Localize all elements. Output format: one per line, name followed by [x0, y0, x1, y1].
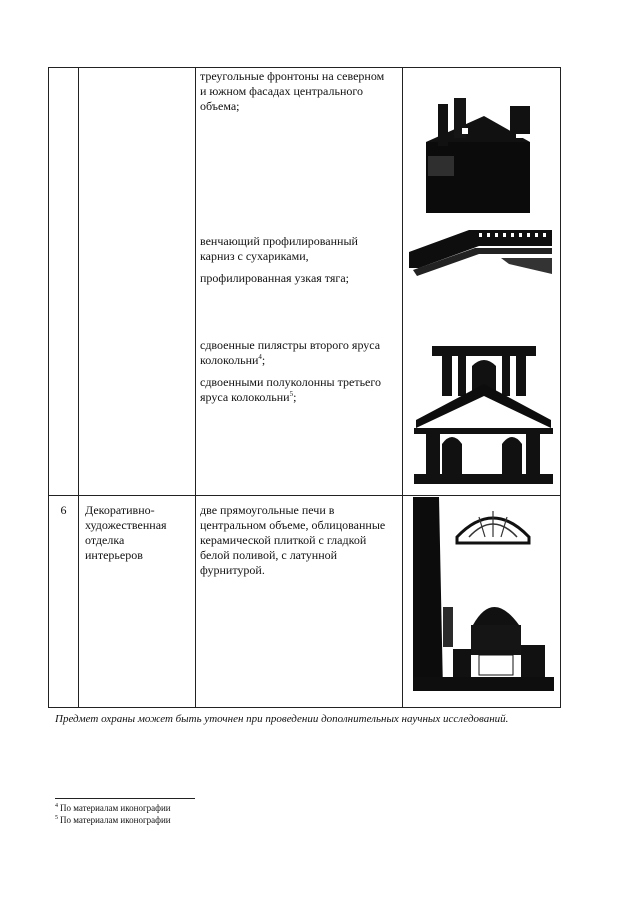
feature-pilasters-tail: ; — [261, 353, 266, 367]
table-col-divider-1 — [78, 67, 79, 708]
feature-pilasters-text: сдвоенные пилястры второго яруса колокольни — [200, 338, 381, 367]
table-border-top — [48, 67, 561, 68]
feature-stoves: две прямоугольные печи в центральном объеме, облицованные керамической плиткой с гладкой белой поливой, с латунной фурнитурой. — [200, 503, 386, 577]
table-col-divider-2 — [195, 67, 196, 708]
footnote-ref-5: 5 — [289, 390, 294, 398]
row-number: 6 — [60, 503, 67, 517]
footnote-4-mark: 4 — [55, 803, 58, 809]
photo-pediment — [422, 98, 534, 213]
footnote-5 — [55, 815, 171, 826]
table-border-right — [560, 67, 561, 708]
feature-cornice: венчающий профилированный карниз с сухариками, — [200, 234, 358, 263]
feature-half-columns-text: сдвоенными полуколонны третьего яруса колокольни — [200, 375, 382, 404]
feature-pilasters — [200, 338, 395, 368]
table-border-bottom — [48, 707, 561, 708]
footnote-4 — [55, 803, 171, 814]
photo-cornice — [409, 224, 552, 286]
table-col-divider-3 — [402, 67, 403, 708]
feature-string-course: профилированная узкая тяга; — [200, 271, 349, 285]
footnote-separator — [55, 798, 195, 799]
footnote-5-mark: 5 — [55, 815, 58, 821]
protection-note: Предмет охраны может быть уточнен при проведении дополнительных научных исследований. — [55, 713, 509, 725]
footnote-5-text: По материалам иконографии — [60, 815, 171, 825]
footnote-ref-4: 4 — [258, 353, 262, 361]
footnote-4-text: По материалам иконографии — [60, 803, 171, 813]
photo-interior — [413, 497, 554, 691]
photo-bell-tower — [414, 336, 553, 484]
feature-half-columns-tail: ; — [293, 390, 297, 404]
table-row-divider — [48, 495, 561, 496]
category-interior-decoration: Декоративно-художественная отделка интерьеров — [85, 503, 167, 562]
feature-pediments: треугольные фронтоны на северном и южном фасадах центрального объема; — [200, 69, 385, 113]
feature-half-columns — [200, 375, 395, 405]
table-border-left — [48, 67, 49, 708]
